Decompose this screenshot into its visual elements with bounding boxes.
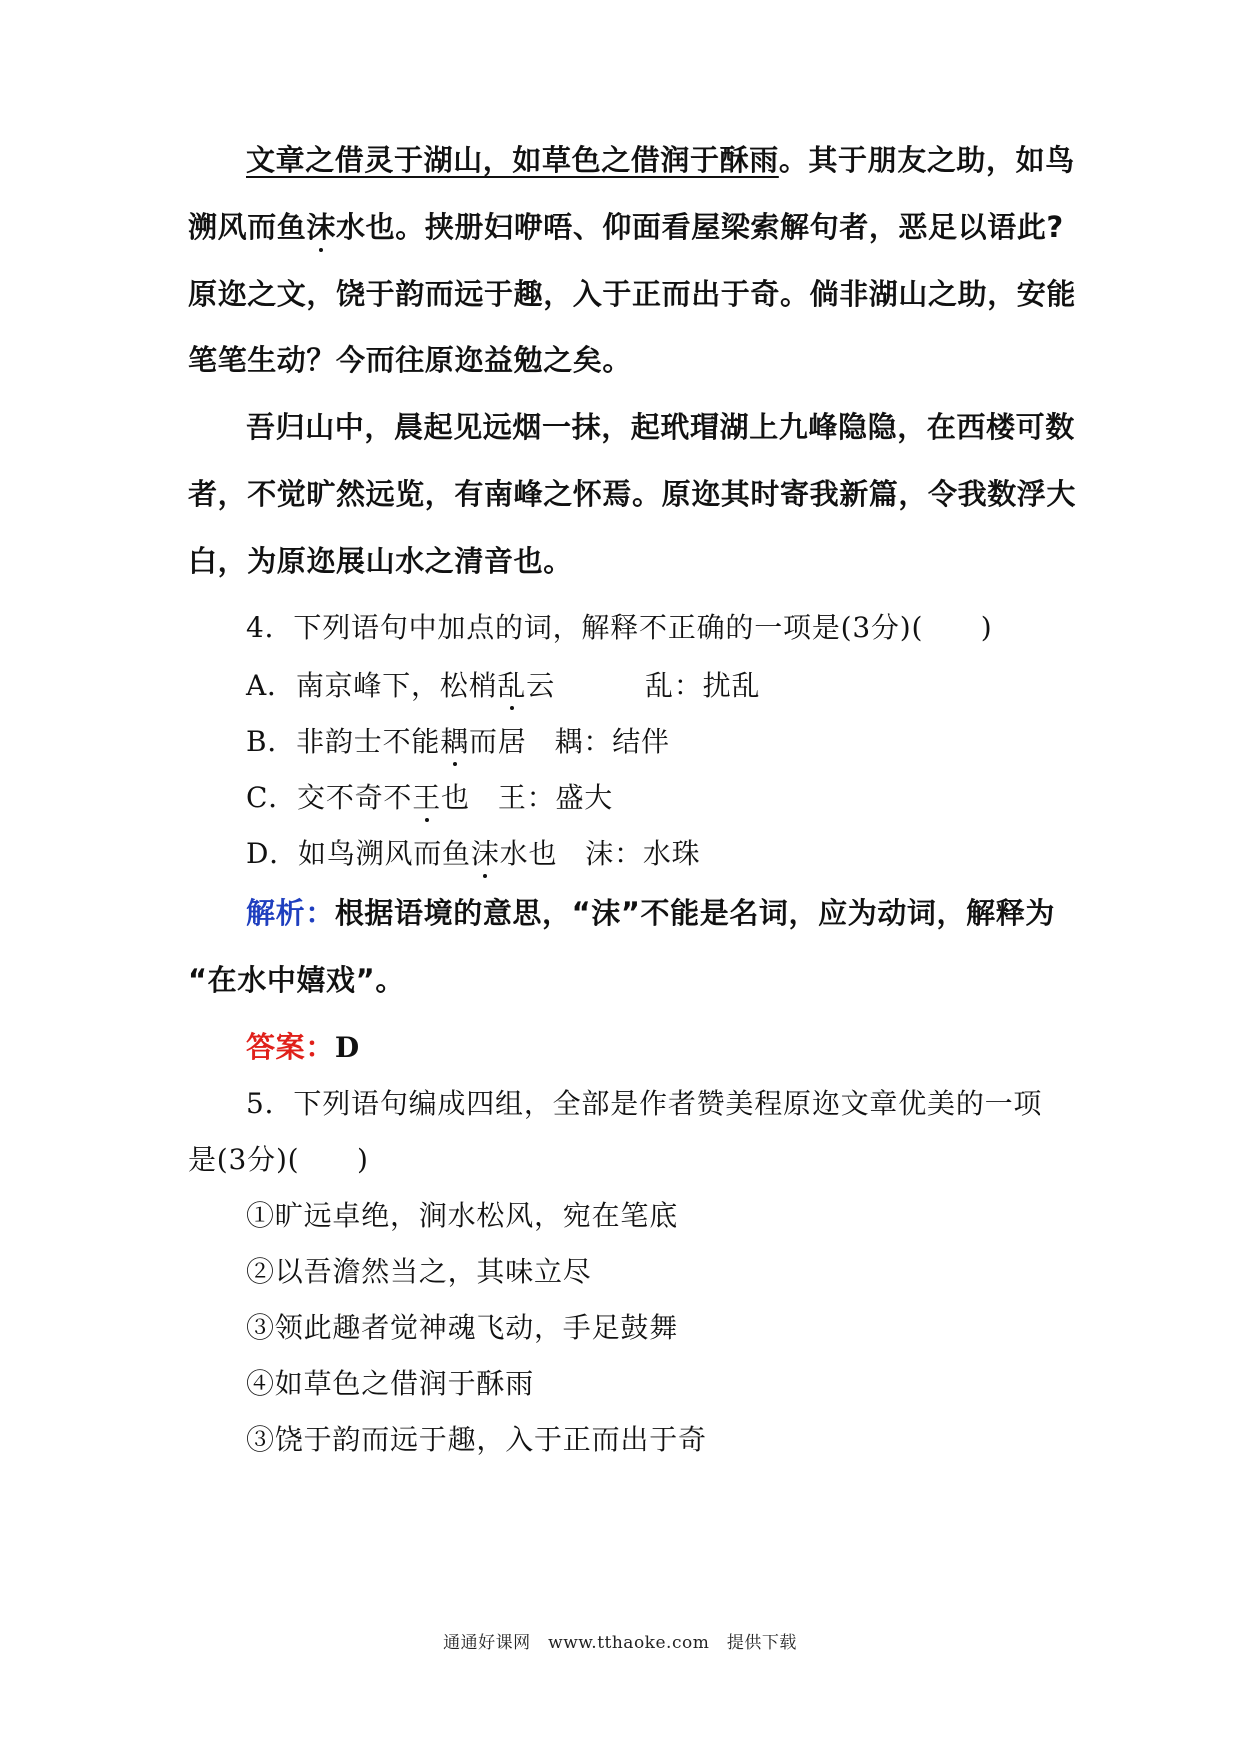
q5-item-1: ①旷远卓绝，涧水松风，宛在笔底 [246,1199,679,1232]
underlined-sentence: 文章之借灵于湖山，如草色之借润于酥雨 [246,143,779,177]
q5-stem-line2: 是(3分)( ) [188,1143,369,1176]
emphasis-dot-word: 沫 [306,210,337,244]
emphasis-dot-word: 耦 [440,725,469,758]
q5-stem-line1: 5．下列语句编成四组，全部是作者赞美程原迩文章优美的一项 [246,1087,1043,1120]
page-footer: 通通好课网 www.tthaoke.com 提供下载 [443,1633,797,1653]
q5-item-5: ③饶于韵而远于趣，入于正而出于奇 [246,1423,707,1456]
emphasis-dot-word: 沫 [470,837,500,870]
q4-answer [246,1030,1126,1064]
q4-option-b: B．非韵士不能耦而居 耦：结伴 [246,725,670,758]
emphasis-dot-word: 王 [412,781,442,814]
q4-option-c: C．交不奇不王也 王：盛大 [246,781,614,814]
q4-stem: 4．下列语句中加点的词，解释不正确的一项是(3分)( ) [246,611,993,644]
q5-item-3: ③领此趣者觉神魂飞动，手足鼓舞 [246,1311,679,1344]
q5-item-4: ④如草色之借润于酥雨 [246,1367,535,1400]
answer-label: 答案： [246,1030,335,1064]
passage-p2-line1: 吾归山中，晨起见远烟一抹，起玳瑁湖上九峰隐隐，在西楼可数 [246,410,1075,444]
passage-p2-line3: 白，为原迩展山水之清音也。 [188,544,573,578]
q5-item-2: ②以吾澹然当之，其味立尽 [246,1255,592,1288]
q4-option-a: A．南京峰下，松梢乱云 乱：扰乱 [246,669,761,702]
emphasis-dot-word: 乱 [497,669,527,702]
q4-option-d: D．如鸟溯风而鱼沫水也 沫：水珠 [246,837,701,870]
passage-p1-line4: 笔笔生动？今而往原迩益勉之矣。 [188,343,633,377]
q4-analysis: 解析：根据语境的意思，“沫”不能是名词，应为动词，解释为 [246,896,1055,930]
answer-value: D [334,1031,360,1064]
passage-p1-line1: 文章之借灵于湖山，如草色之借润于酥雨。其于朋友之助，如鸟 [246,143,1075,177]
q4-analysis-line2: “在水中嬉戏”。 [188,963,405,997]
passage-p1-line2: 溯风而鱼沫水也。挟册妇咿唔、仰面看屋梁索解句者，恶足以语此? [188,210,1064,244]
passage-p1-line3: 原迩之文，饶于韵而远于趣，入于正而出于奇。倘非湖山之助，安能 [188,277,1077,311]
analysis-label: 解析： [246,896,335,930]
passage-p2-line2: 者，不觉旷然远览，有南峰之怀焉。原迩其时寄我新篇，令我数浮大 [188,477,1077,511]
